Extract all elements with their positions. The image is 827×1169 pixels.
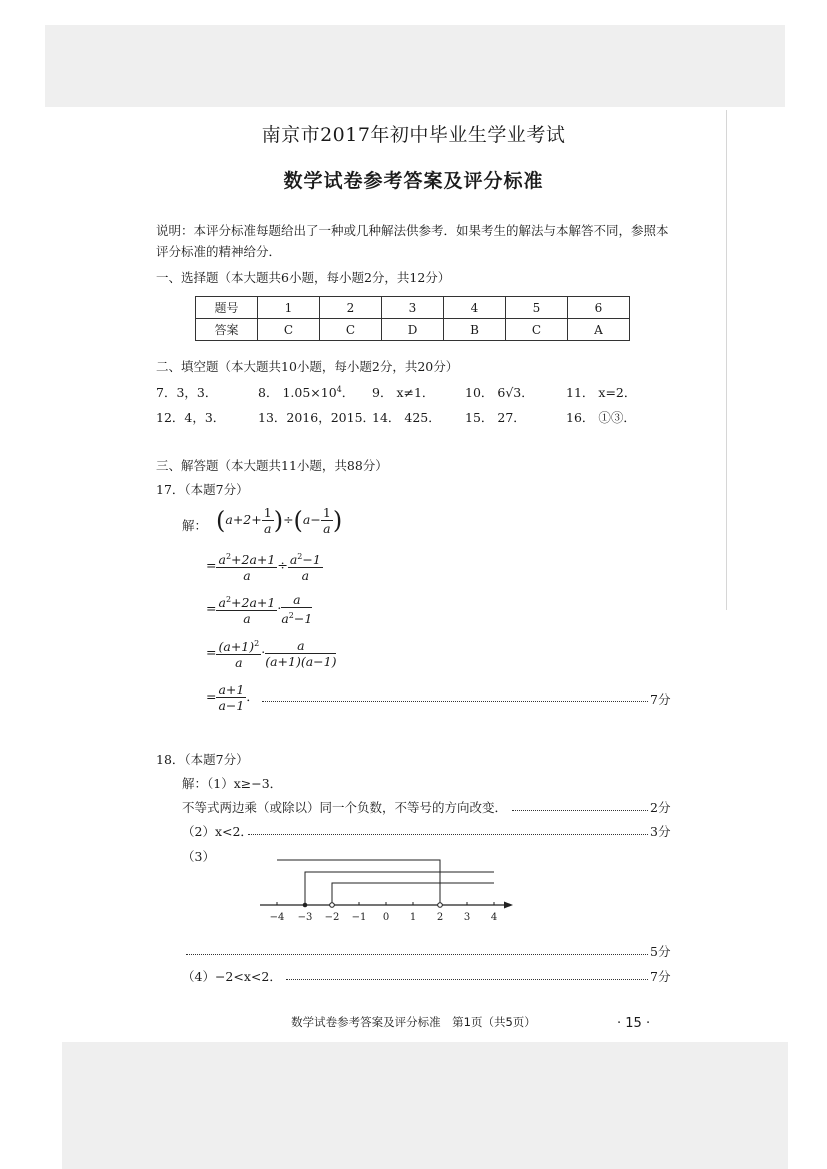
scan-margin-top <box>45 25 785 107</box>
q18-part3: （3） <box>182 849 215 864</box>
q18-part3-score: 5分 <box>650 944 671 959</box>
q18-part1-reason: 不等式两边乘（或除以）同一个负数，不等号的方向改变． <box>182 800 508 815</box>
q17-heading: 17．（本题7分） <box>156 482 249 497</box>
fill-item-12: 12．4，3． <box>156 410 226 425</box>
q17-step-3: = $\frac{(a+1)^2}{a}$ · $\frac{a}{(a+1)(a-1)}$ <box>206 637 337 671</box>
tick-label: 3 <box>463 912 471 923</box>
tick-label: −2 <box>324 912 340 923</box>
q18-part1-score: 2分 <box>650 800 671 815</box>
tick-label: 2 <box>436 912 444 923</box>
instructions-note: 说明：本评分标准每题给出了一种或几种解法供参考．如果考生的解法与本解答不同，参照本评分标准的精神给分． <box>156 223 669 259</box>
question-number: 2 <box>320 297 382 319</box>
question-number: 1 <box>258 297 320 319</box>
fill-item-14: 14． 425． <box>372 410 441 425</box>
axis-arrow <box>504 902 513 909</box>
number-line-diagram <box>255 850 525 925</box>
q17-step-1: = $\frac{a^2+2a+1}{a}$ ÷ $\frac{a^2-1}{a}$ <box>206 549 323 583</box>
tick-label: 4 <box>490 912 498 923</box>
answer-cell: B <box>444 319 506 341</box>
q17-step-2: = $\frac{a^2+2a+1}{a}$ · $\frac{a}{a^2-1}$ <box>206 592 313 627</box>
tick-label: −4 <box>269 912 285 923</box>
q18-p2-score-leader <box>248 834 648 835</box>
ray-x-gt-neg2 <box>332 883 494 905</box>
q18-p4-score-leader <box>286 979 648 980</box>
closed-point-neg3 <box>303 903 308 908</box>
tick-label: 1 <box>409 912 417 923</box>
answer-cell: D <box>382 319 444 341</box>
question-number: 4 <box>444 297 506 319</box>
row-label: 题号 <box>196 297 258 319</box>
choice-answer-table <box>195 296 630 341</box>
scan-margin-bottom <box>62 1042 788 1169</box>
q18-p1-score-leader <box>512 810 648 811</box>
q18-part1: 解：（1）x≥−3． <box>182 776 283 791</box>
question-number: 3 <box>382 297 444 319</box>
q18-part2-score: 3分 <box>650 824 671 839</box>
tick-label: −1 <box>351 912 367 923</box>
open-point-2 <box>438 903 443 908</box>
fill-item-15: 15． 27． <box>465 410 526 425</box>
table-row <box>196 319 630 341</box>
fill-item-13: 13．2016，2015． <box>258 410 376 425</box>
section2-title: 二、填空题（本大题共10小题，每小题2分，共20分） <box>156 359 459 374</box>
question-number: 6 <box>568 297 630 319</box>
exam-title: 南京市2017年初中毕业生学业考试 <box>261 124 566 146</box>
fill-item-8: 8． $1.05\times 10^4$． <box>258 384 355 400</box>
q18-p3-score-leader <box>186 954 648 955</box>
q18-part2: （2）x<2． <box>182 824 253 839</box>
q17-step-0: (a+2+ $\frac{1}{a}$ )÷(a− $\frac{1}{a}$ ) <box>216 505 343 536</box>
q17-score: 7分 <box>650 692 671 707</box>
q18-part4-score: 7分 <box>650 969 671 984</box>
answer-cell: C <box>320 319 382 341</box>
answer-cell: C <box>506 319 568 341</box>
tick-label: −3 <box>297 912 313 923</box>
document-subtitle: 数学试卷参考答案及评分标准 <box>283 170 544 192</box>
question-number: 5 <box>506 297 568 319</box>
ray-x-ge-neg3 <box>305 872 494 905</box>
open-point-neg2 <box>330 903 335 908</box>
section3-title: 三、解答题（本大题共11小题，共88分） <box>156 458 388 473</box>
q18-heading: 18．（本题7分） <box>156 752 249 767</box>
q18-part4: （4）−2<x<2． <box>182 969 282 984</box>
fill-item-16: 16． ①③． <box>566 410 636 425</box>
fill-item-10: 10． 6√3． <box>465 385 534 400</box>
tick-label: 0 <box>382 912 390 923</box>
row-label: 答案 <box>196 319 258 341</box>
fill-item-9: 9． x≠1． <box>372 385 435 400</box>
answer-cell: A <box>568 319 630 341</box>
answer-cell: C <box>258 319 320 341</box>
fill-item-11: 11． x=2． <box>566 385 637 400</box>
q17-solution-label: 解： <box>182 518 208 533</box>
table-row <box>196 297 630 319</box>
q17-score-leader <box>262 701 648 702</box>
q17-step-4: = $\frac{a+1}{a-1}$ ． <box>206 682 259 713</box>
page-number: · 15 · <box>617 1016 651 1031</box>
fill-item-7: 7．3，3． <box>156 385 218 400</box>
section1-title: 一、选择题（本大题共6小题，每小题2分，共12分） <box>156 270 451 285</box>
page-footer: 数学试卷参考答案及评分标准 第1页（共5页） <box>291 1015 536 1029</box>
